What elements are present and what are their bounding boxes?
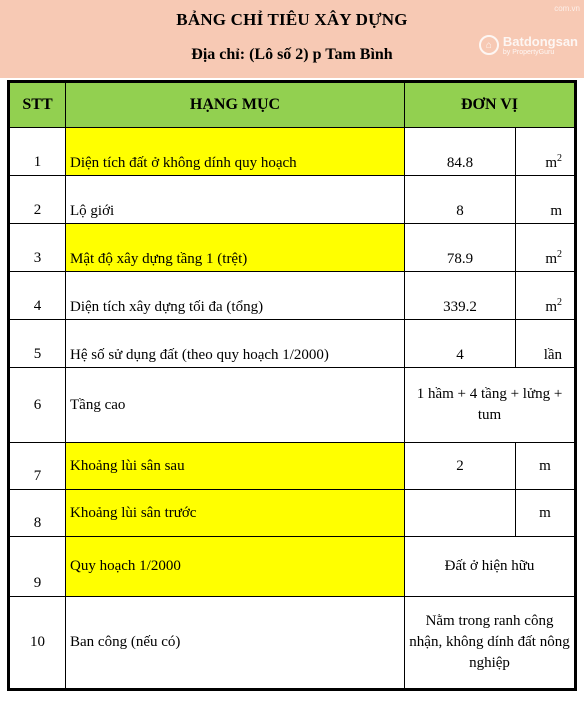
- row-stt: 3: [9, 224, 66, 272]
- row-unit: [516, 176, 576, 224]
- unit-text: lần: [543, 347, 563, 363]
- row-stt: 9: [9, 537, 66, 597]
- row-stt: 6: [9, 368, 66, 443]
- row-value: 84.8: [405, 128, 516, 176]
- row-item: Ban công (nếu có): [66, 597, 405, 690]
- row-unit: [516, 272, 576, 320]
- row-stt: 4: [9, 272, 66, 320]
- row-value: Nằm trong ranh công nhận, không dính đất nông nghiệp: [405, 597, 576, 690]
- unit-sup: 2: [557, 297, 563, 308]
- row-item: Khoảng lùi sân sau: [66, 443, 405, 490]
- row-unit: [516, 224, 576, 272]
- unit-text: m: [545, 251, 558, 267]
- row-value: 4: [405, 320, 516, 368]
- header-unit: ĐƠN VỊ: [405, 82, 576, 128]
- header-banner: [0, 0, 584, 78]
- unit-text: m: [545, 155, 558, 171]
- row-item: Lộ giới: [66, 176, 405, 224]
- table-row: [9, 224, 576, 272]
- row-item: Diện tích xây dựng tối đa (tổng): [66, 272, 405, 320]
- row-unit: m: [516, 443, 576, 490]
- row-value: 1 hầm + 4 tầng + lửng + tum: [405, 368, 576, 443]
- row-value: 8: [405, 176, 516, 224]
- row-value: [405, 490, 516, 537]
- row-stt: 10: [9, 597, 66, 690]
- unit-sup: 2: [557, 249, 563, 260]
- table-row: [9, 368, 576, 443]
- row-unit: [516, 128, 576, 176]
- watermark-brand: Batdongsan: [502, 34, 578, 49]
- row-stt: 8: [9, 490, 66, 537]
- unit-text: m: [545, 299, 558, 315]
- table-row: [9, 597, 576, 690]
- row-stt: 7: [9, 443, 66, 490]
- header-stt: STT: [9, 82, 66, 128]
- address-line: Địa chỉ: (Lô số 2) p Tam Bình: [191, 46, 393, 63]
- watermark-sub: by PropertyGuru: [502, 49, 555, 56]
- table-row: [9, 128, 576, 176]
- table-row: [9, 443, 576, 490]
- row-stt: 1: [9, 128, 66, 176]
- row-stt: 5: [9, 320, 66, 368]
- table-row: [9, 490, 576, 537]
- row-item: Hệ số sử dụng đất (theo quy hoạch 1/2000): [66, 320, 405, 368]
- house-icon: ⌂: [479, 35, 499, 55]
- table-row: [9, 176, 576, 224]
- unit-sup: 2: [557, 153, 563, 164]
- watermark: [479, 34, 578, 56]
- row-item: Diện tích đất ở không dính quy hoạch: [66, 128, 405, 176]
- row-item: Quy hoạch 1/2000: [66, 537, 405, 597]
- header-item: HẠNG MỤC: [66, 82, 405, 128]
- row-unit: [516, 320, 576, 368]
- row-item: Tầng cao: [66, 368, 405, 443]
- watermark-url: com.vn: [554, 4, 580, 13]
- row-unit: m: [516, 490, 576, 537]
- row-value: 339.2: [405, 272, 516, 320]
- row-item: Khoảng lùi sân trước: [66, 490, 405, 537]
- page-title: BẢNG CHỈ TIÊU XÂY DỰNG: [176, 10, 408, 29]
- table-row: [9, 537, 576, 597]
- watermark-text: [503, 34, 578, 56]
- row-item: Mật độ xây dựng tầng 1 (trệt): [66, 224, 405, 272]
- row-stt: 2: [9, 176, 66, 224]
- table-header-row: [9, 82, 576, 128]
- row-value: Đất ở hiện hữu: [405, 537, 576, 597]
- row-value: 2: [405, 443, 516, 490]
- table-row: [9, 320, 576, 368]
- row-value: 78.9: [405, 224, 516, 272]
- indicators-table: [7, 80, 577, 691]
- table-row: [9, 272, 576, 320]
- unit-text: m: [550, 203, 563, 219]
